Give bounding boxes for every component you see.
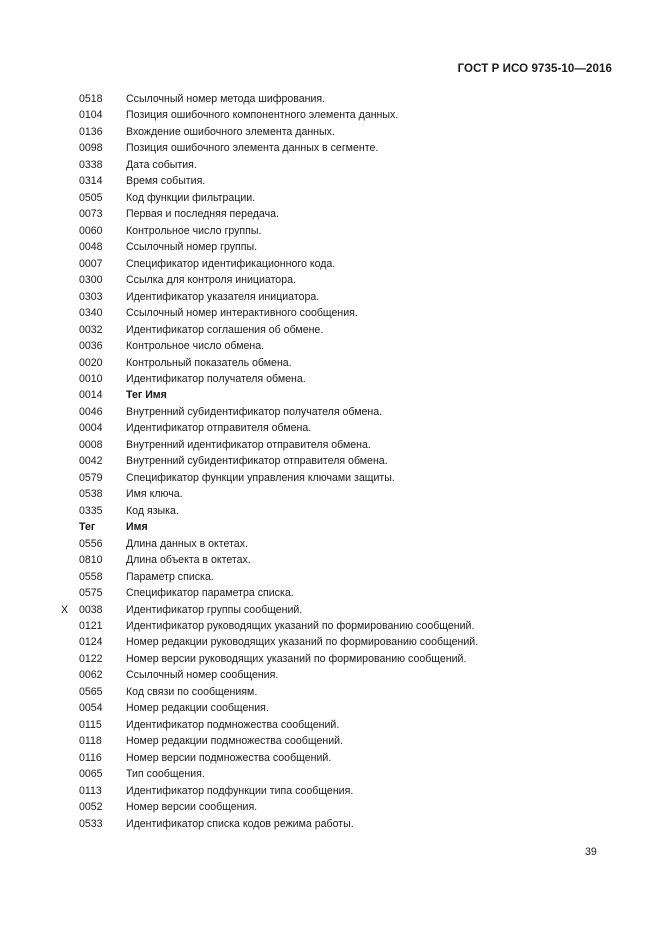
list-item: [0, 585, 661, 601]
element-name: Длина объекта в октетах.: [126, 554, 251, 567]
element-name: Номер версии руководящих указаний по формированию сообщений.: [126, 652, 467, 665]
element-tag: 0575: [79, 587, 103, 600]
list-item: [0, 667, 661, 683]
element-tag: 0048: [79, 241, 103, 254]
element-name: Ссылочный номер сообщения.: [126, 669, 279, 682]
element-name: Внутренний субидентификатор отправителя обмена.: [126, 455, 388, 468]
element-name: Идентификатор списка кодов режима работы.: [126, 817, 354, 830]
element-name: Параметр списка.: [126, 570, 214, 583]
list-item: [0, 157, 661, 173]
list-item: [0, 305, 661, 321]
list-item: [0, 371, 661, 387]
list-item: [0, 355, 661, 371]
list-item: [0, 470, 661, 486]
element-name: Идентификатор получателя обмена.: [126, 372, 306, 385]
list-item: [0, 602, 661, 618]
element-name: Вхождение ошибочного элемента данных.: [126, 125, 335, 138]
element-tag: 0533: [79, 817, 103, 830]
element-tag: 0340: [79, 307, 103, 320]
element-tag: 0008: [79, 438, 103, 451]
element-tag: 0122: [79, 652, 103, 665]
element-name: Позиция ошибочного компонентного элемента данных.: [126, 109, 399, 122]
element-name: Имя: [126, 521, 148, 534]
element-name: Внутренний идентификатор отправителя обмена.: [126, 438, 371, 451]
element-tag: 0136: [79, 125, 103, 138]
element-name: Идентификатор подфункции типа сообщения.: [126, 784, 354, 797]
list-item: [0, 420, 661, 436]
element-tag: 0020: [79, 356, 103, 369]
change-marker: X: [61, 603, 69, 616]
element-name: Номер редакции подмножества сообщений.: [126, 735, 343, 748]
list-item: [0, 404, 661, 420]
list-item: [0, 91, 661, 107]
element-tag: 0118: [79, 735, 102, 748]
element-tag: 0004: [79, 422, 103, 435]
element-tag: 0014: [79, 389, 103, 402]
element-tag: 0116: [79, 751, 102, 764]
element-tag: 0124: [79, 636, 103, 649]
element-tag: Тег: [79, 521, 96, 534]
element-name: Идентификатор соглашения об обмене.: [126, 323, 324, 336]
list-item: [0, 239, 661, 255]
list-item: [0, 536, 661, 552]
list-item: [0, 206, 661, 222]
element-tag: 0303: [79, 290, 103, 303]
list-item: [0, 140, 661, 156]
element-name: Ссылочный номер метода шифрования.: [126, 93, 326, 105]
element-tag: 0065: [79, 768, 103, 781]
element-name: Спецификатор параметра списка.: [126, 587, 294, 600]
element-name: Дата события.: [126, 158, 197, 171]
element-tag: 0007: [79, 257, 103, 270]
element-tag: 0314: [79, 175, 103, 188]
list-item: [0, 799, 661, 815]
element-name: Номер версии сообщения.: [126, 801, 258, 814]
element-name: Имя ключа.: [126, 488, 183, 501]
list-item: [0, 322, 661, 338]
element-tag: 0579: [79, 471, 103, 484]
list-item: [0, 684, 661, 700]
list-item: [0, 173, 661, 189]
element-tag: 0062: [79, 669, 103, 682]
list-item: [0, 618, 661, 634]
list-item: [0, 651, 661, 667]
element-name: Спецификатор идентификационного кода.: [126, 257, 336, 270]
list-heading-row: [0, 519, 661, 535]
element-name: Тег Имя: [126, 389, 167, 402]
element-tag: 0104: [79, 109, 103, 122]
element-name: Код функции фильтрации.: [126, 191, 256, 204]
list-item: [0, 503, 661, 519]
element-tag: 0060: [79, 224, 103, 237]
data-element-list: [0, 91, 661, 832]
list-item: [0, 190, 661, 206]
element-name: Номер редакции руководящих указаний по формированию сообщений.: [126, 636, 479, 649]
element-tag: 0121: [79, 620, 103, 632]
element-name: Длина данных в октетах.: [126, 537, 248, 550]
element-name: Идентификатор группы сообщений.: [126, 603, 303, 616]
list-item: [0, 223, 661, 239]
element-tag: 0556: [79, 537, 103, 550]
list-item: [0, 338, 661, 354]
element-name: Позиция ошибочного элемента данных в сегменте.: [126, 142, 379, 155]
element-tag: 0042: [79, 455, 103, 468]
element-tag: 0054: [79, 702, 103, 715]
page-number: 39: [585, 846, 597, 858]
element-tag: 0810: [79, 554, 103, 567]
element-tag: 0098: [79, 142, 103, 155]
element-name: Ссылка для контроля инициатора.: [126, 274, 296, 287]
list-item: [0, 437, 661, 453]
list-item: [0, 634, 661, 650]
list-item: [0, 124, 661, 140]
element-tag: 0032: [79, 323, 103, 336]
element-tag: 0038: [79, 603, 103, 616]
list-item: [0, 289, 661, 305]
list-heading-row: [0, 387, 661, 403]
element-name: Идентификатор отправителя обмена.: [126, 422, 312, 435]
element-tag: 0073: [79, 208, 103, 221]
list-item: [0, 552, 661, 568]
element-name: Код языка.: [126, 504, 179, 517]
list-item: [0, 486, 661, 502]
element-tag: 0558: [79, 570, 103, 583]
list-item: [0, 256, 661, 272]
element-name: Контрольное число группы.: [126, 224, 262, 237]
list-item: [0, 453, 661, 469]
element-name: Ссылочный номер группы.: [126, 241, 258, 254]
list-item: [0, 816, 661, 832]
element-tag: 0052: [79, 801, 103, 814]
element-name: Код связи по сообщениям.: [126, 685, 258, 698]
element-tag: 0338: [79, 158, 103, 171]
list-item: [0, 569, 661, 585]
list-item: [0, 766, 661, 782]
list-item: [0, 717, 661, 733]
element-tag: 0518: [79, 93, 103, 105]
element-name: Идентификатор подмножества сообщений.: [126, 718, 340, 731]
list-item: [0, 700, 661, 716]
document-header: ГОСТ Р ИСО 9735-10—2016: [457, 63, 612, 75]
element-name: Время события.: [126, 175, 206, 188]
element-name: Спецификатор функции управления ключами защиты.: [126, 471, 395, 484]
element-tag: 0565: [79, 685, 103, 698]
list-item: [0, 733, 661, 749]
element-name: Контрольный показатель обмена.: [126, 356, 292, 369]
element-name: Идентификатор указателя инициатора.: [126, 290, 320, 303]
element-name: Ссылочный номер интерактивного сообщения.: [126, 307, 358, 320]
list-item: [0, 272, 661, 288]
list-item: [0, 107, 661, 123]
element-name: Тип сообщения.: [126, 768, 205, 781]
element-tag: 0036: [79, 340, 103, 353]
list-item: [0, 750, 661, 766]
element-name: Номер версии подмножества сообщений.: [126, 751, 332, 764]
element-tag: 0113: [79, 784, 102, 797]
list-item: [0, 783, 661, 799]
element-tag: 0046: [79, 405, 103, 418]
element-tag: 0505: [79, 191, 103, 204]
element-tag: 0115: [79, 718, 102, 731]
element-tag: 0300: [79, 274, 103, 287]
element-name: Внутренний субидентификатор получателя обмена.: [126, 405, 383, 418]
element-name: Номер редакции сообщения.: [126, 702, 269, 715]
element-tag: 0335: [79, 504, 103, 517]
element-name: Первая и последняя передача.: [126, 208, 279, 221]
element-name: Идентификатор руководящих указаний по формированию сообщений.: [126, 620, 475, 632]
element-tag: 0538: [79, 488, 103, 501]
element-name: Контрольное число обмена.: [126, 340, 265, 353]
element-tag: 0010: [79, 372, 103, 385]
